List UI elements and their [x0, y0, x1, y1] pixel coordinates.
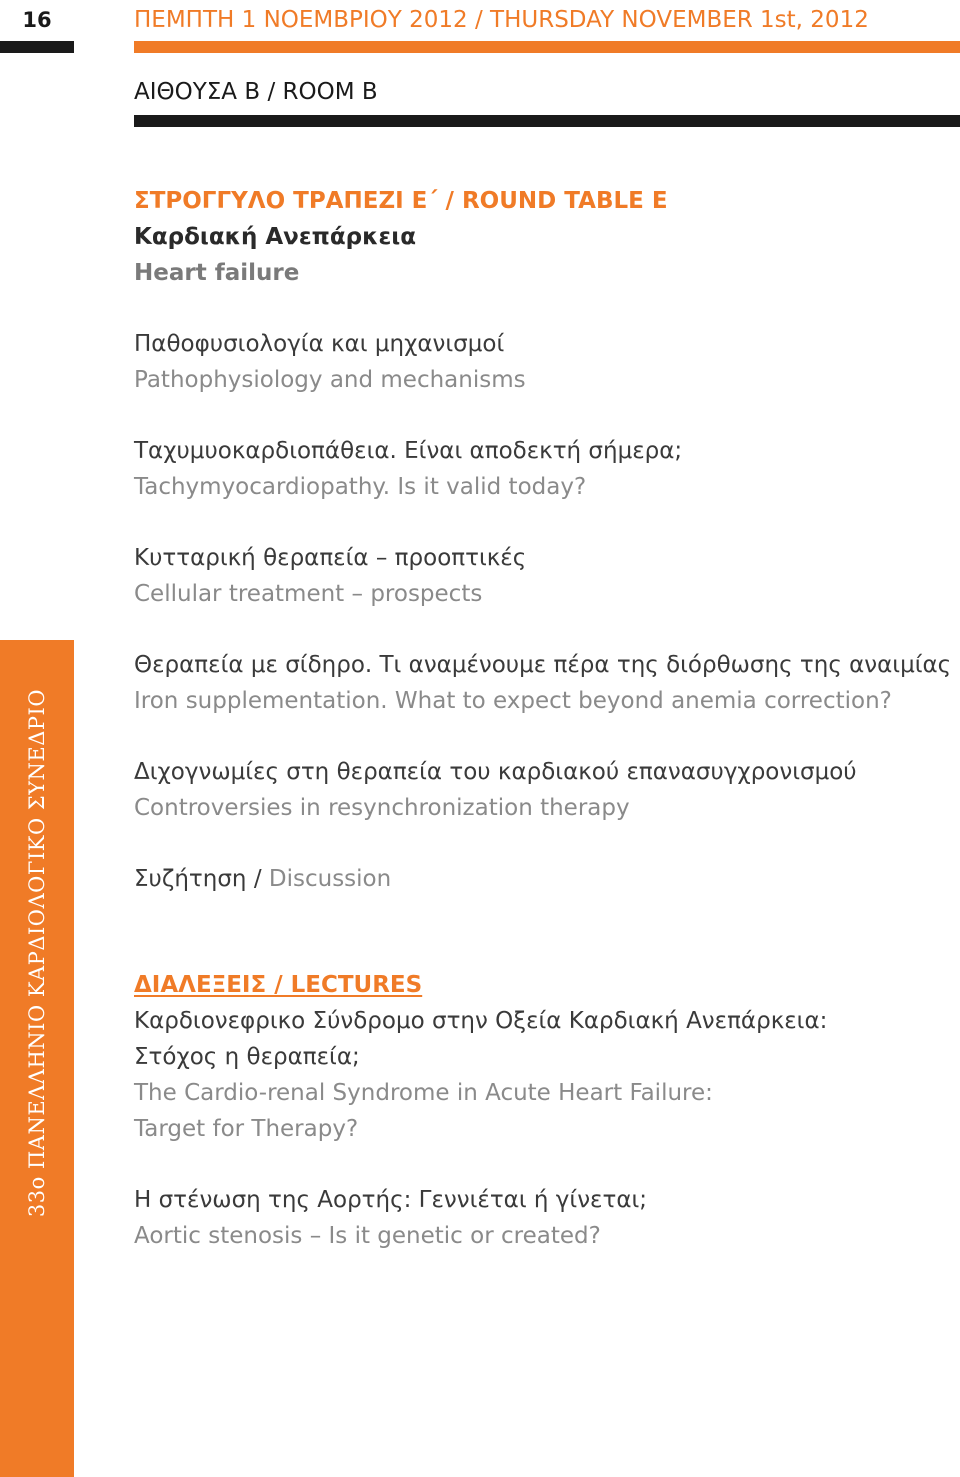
talk-title-greek: Διχογνωμίες στη θεραπεία του καρδιακού επανασυγχρονισμού	[134, 759, 857, 785]
talk-title-greek: Ταχυμυοκαρδιοπάθεια. Είναι αποδεκτή σήμερα;	[134, 438, 683, 464]
lecture-title-greek-cont: Στόχος η θεραπεία;	[134, 1044, 360, 1070]
talk-title-english: Pathophysiology and mechanisms	[134, 367, 526, 393]
talk-item	[134, 326, 934, 398]
lecture-title-greek: Η στένωση της Αορτής: Γεννιέται ή γίνεται;	[134, 1187, 648, 1213]
talk-title-greek: Παθοφυσιολογία και μηχανισμοί	[134, 331, 505, 357]
lecture-title-english: Aortic stenosis – Is it genetic or created?	[134, 1223, 601, 1249]
talk-title-english: Tachymyocardiopathy. Is it valid today?	[134, 474, 587, 500]
talk-title-english: Cellular treatment – prospects	[134, 581, 483, 607]
lecture-item	[134, 1003, 934, 1147]
lectures-heading: ΔΙΑΛΕΞΕΙΣ / LECTURES	[134, 972, 423, 998]
lecture-title-greek: Καρδιονεφρικο Σύνδρομο στην Οξεία Καρδιακή Ανεπάρκεια:	[134, 1008, 828, 1034]
header-orange-rule	[134, 41, 960, 53]
talk-title-greek: Θεραπεία με σίδηρο. Τι αναμένουμε πέρα της διόρθωσης της αναιμίας	[134, 652, 952, 678]
talk-item	[134, 540, 934, 612]
session-date: ΠΕΜΠΤΗ 1 ΝΟΕΜΒΡΙΟΥ 2012 / THURSDAY NOVEMBER 1st, 2012	[134, 7, 869, 33]
round-table-heading: ΣΤΡΟΓΓΥΛΟ ΤΡΑΠΕΖΙ Ε΄ / ROUND TABLE E	[134, 188, 668, 214]
talk-title-english: Iron supplementation. What to expect beyond anemia correction?	[134, 688, 892, 714]
talk-title-greek: Κυτταρική θεραπεία – προοπτικές	[134, 545, 527, 571]
round-table-title-greek: Καρδιακή Ανεπάρκεια	[134, 224, 417, 250]
talk-item	[134, 754, 934, 826]
talk-title-english: Controversies in resynchronization therapy	[134, 795, 630, 821]
discussion-english: Discussion	[268, 866, 392, 892]
header-left-rule	[0, 41, 74, 53]
talk-item	[134, 647, 952, 719]
page-number: 16	[22, 8, 52, 32]
room-rule	[134, 115, 960, 127]
room-title: ΑΙΘΟΥΣΑ Β / ROOM B	[134, 79, 378, 105]
talk-item	[134, 433, 934, 505]
round-table-title-english: Heart failure	[134, 260, 300, 286]
congress-sidebar-label: 33ο ΠΑΝΕΛΛΗΝΙΟ ΚΑΡΔΙΟΛΟΓΙΚΟ ΣΥΝΕΔΡΙΟ	[25, 688, 49, 1218]
program-content	[134, 183, 952, 1254]
lecture-item	[134, 1182, 934, 1254]
lecture-title-english: The Cardio-renal Syndrome in Acute Heart Failure:	[134, 1080, 713, 1106]
discussion-line	[134, 861, 934, 897]
lecture-title-english-cont: Target for Therapy?	[134, 1116, 359, 1142]
discussion-greek: Συζήτηση /	[134, 866, 269, 892]
